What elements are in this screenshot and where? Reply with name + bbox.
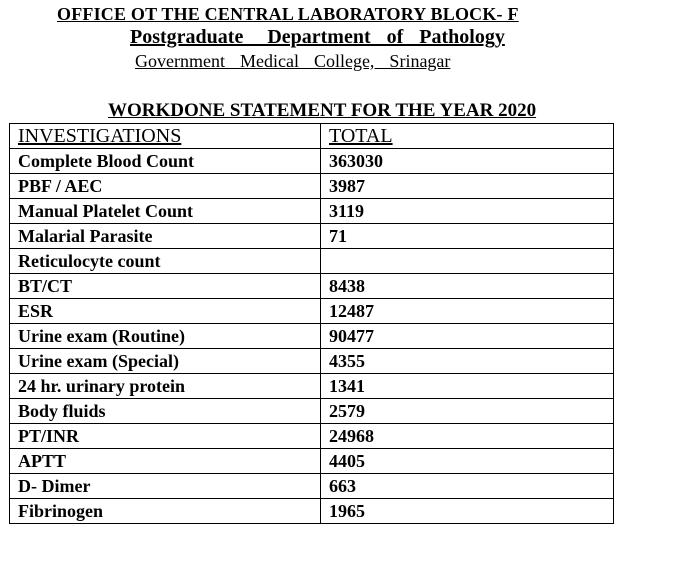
column-header-label: TOTAL — [329, 125, 393, 147]
total-cell — [321, 249, 614, 274]
investigation-cell: Malarial Parasite — [10, 224, 321, 249]
total-cell: 363030 — [321, 149, 614, 174]
total-cell: 12487 — [321, 299, 614, 324]
workdone-table — [9, 123, 614, 524]
total-cell: 8438 — [321, 274, 614, 299]
college-heading: Government Medical College, Srinagar — [135, 51, 451, 71]
investigation-cell: ESR — [10, 299, 321, 324]
column-header-label: INVESTIGATIONS — [18, 125, 182, 147]
total-cell: 4355 — [321, 349, 614, 374]
table-row — [10, 374, 614, 399]
table-row — [10, 349, 614, 374]
investigation-cell: D- Dimer — [10, 474, 321, 499]
total-cell: 2579 — [321, 399, 614, 424]
total-cell: 71 — [321, 224, 614, 249]
table-row — [10, 424, 614, 449]
total-cell: 24968 — [321, 424, 614, 449]
table-row — [10, 324, 614, 349]
statement-title: WORKDONE STATEMENT FOR THE YEAR 2020 — [108, 100, 537, 121]
table-header-row — [10, 124, 614, 149]
total-cell: 663 — [321, 474, 614, 499]
total-cell: 3987 — [321, 174, 614, 199]
table-row — [10, 199, 614, 224]
investigation-cell: Complete Blood Count — [10, 149, 321, 174]
table-row — [10, 449, 614, 474]
table-row — [10, 474, 614, 499]
investigation-cell: 24 hr. urinary protein — [10, 374, 321, 399]
table-row — [10, 249, 614, 274]
table-row — [10, 174, 614, 199]
investigation-cell: PT/INR — [10, 424, 321, 449]
investigation-cell: Urine exam (Routine) — [10, 324, 321, 349]
table-row — [10, 399, 614, 424]
investigation-cell: Urine exam (Special) — [10, 349, 321, 374]
office-heading: OFFICE OT THE CENTRAL LABORATORY BLOCK- F — [57, 4, 519, 24]
table-row — [10, 274, 614, 299]
table-row — [10, 499, 614, 524]
total-cell: 3119 — [321, 199, 614, 224]
total-cell: 1965 — [321, 499, 614, 524]
table-row — [10, 299, 614, 324]
investigation-cell: BT/CT — [10, 274, 321, 299]
table-row — [10, 149, 614, 174]
investigation-cell: Manual Platelet Count — [10, 199, 321, 224]
total-cell: 1341 — [321, 374, 614, 399]
total-cell: 4405 — [321, 449, 614, 474]
column-header-total — [321, 124, 614, 149]
investigation-cell: Body fluids — [10, 399, 321, 424]
department-heading: Postgraduate Department of Pathology — [130, 26, 505, 48]
investigation-cell: Fibrinogen — [10, 499, 321, 524]
table-row — [10, 224, 614, 249]
column-header-investigations — [10, 124, 321, 149]
total-cell: 90477 — [321, 324, 614, 349]
investigation-cell: Reticulocyte count — [10, 249, 321, 274]
investigation-cell: APTT — [10, 449, 321, 474]
investigation-cell: PBF / AEC — [10, 174, 321, 199]
